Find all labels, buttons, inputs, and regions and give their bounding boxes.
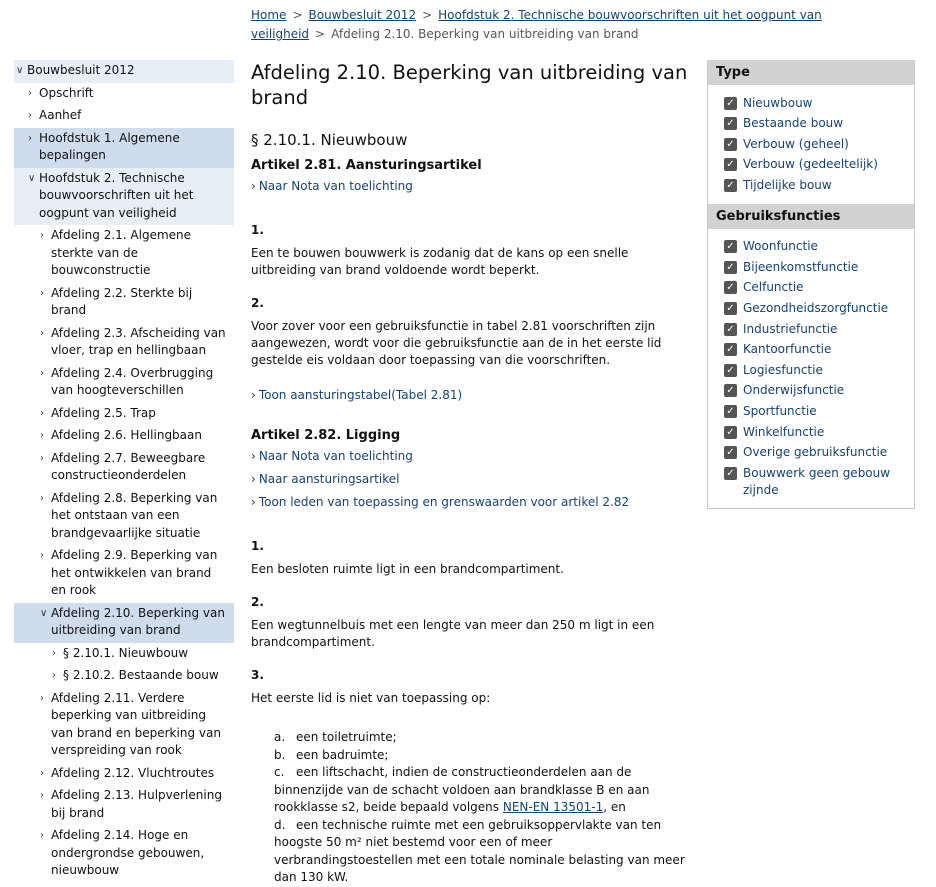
- filter-option-label: Woonfunctie: [743, 239, 818, 254]
- chevron-right-icon: ›: [52, 647, 56, 659]
- sidebar-item-label: Afdeling 2.9. Beperking van het ontwikkelen van brand en rook: [51, 548, 218, 597]
- article-281-nota-link[interactable]: [251, 175, 691, 198]
- sidebar-item[interactable]: [14, 283, 234, 323]
- checkbox-checked-icon[interactable]: ✓: [724, 364, 737, 377]
- main-content: [251, 60, 691, 887]
- filter-option-label: Sportfunctie: [743, 403, 817, 418]
- sidebar-item[interactable]: [14, 603, 234, 643]
- chevron-right-icon: ›: [40, 367, 44, 379]
- list-text: een liftschacht, indien de constructieonderdelen aan de binnenzijde van de schacht voldoen aan brandklasse B en aan rookklasse s2, beide bepaald volgens: [274, 765, 650, 814]
- filter-option-label: Bestaande bouw: [743, 116, 844, 131]
- breadcrumb-separator: >: [292, 8, 303, 22]
- breadcrumb: [251, 6, 911, 44]
- chevron-down-icon: ∨: [16, 65, 24, 76]
- checkbox-checked-icon[interactable]: ✓: [724, 405, 737, 418]
- chevron-right-icon: ›: [40, 287, 44, 299]
- sidebar-item[interactable]: [14, 168, 234, 226]
- list-letter: c.: [274, 765, 285, 779]
- sidebar-item-label: Afdeling 2.13. Hulpverlening bij brand: [51, 788, 222, 820]
- list-item: [274, 817, 691, 887]
- list-item: [274, 729, 691, 747]
- lid-number: 1.: [251, 539, 264, 553]
- sidebar-item-label: Afdeling 2.3. Afscheiding van vloer, trap en hellingbaan: [51, 325, 226, 357]
- link-text: Naar Nota van toelichting: [258, 449, 413, 463]
- filter-gebruik-heading: Gebruiksfuncties: [708, 204, 914, 229]
- checkbox-checked-icon[interactable]: ✓: [724, 138, 737, 151]
- lid-text: Een wegtunnelbuis met een lengte van meer dan 250 m ligt in een brandcompartiment.: [251, 618, 655, 649]
- chevron-right-icon: ›: [40, 430, 44, 441]
- filter-option-label: Onderwijsfunctie: [743, 383, 845, 398]
- checkbox-checked-icon[interactable]: ✓: [724, 281, 737, 294]
- filter-option[interactable]: [720, 156, 906, 173]
- filter-option-label: Bijeenkomstfunctie: [743, 259, 859, 274]
- lid-number: 2.: [251, 296, 264, 310]
- filter-option-label: Winkelfunctie: [743, 424, 825, 439]
- sidebar-item[interactable]: [14, 128, 234, 168]
- filter-option[interactable]: [720, 362, 906, 379]
- filter-option[interactable]: [720, 424, 906, 441]
- sidebar-item[interactable]: [14, 643, 234, 666]
- sidebar-item[interactable]: [14, 225, 234, 283]
- filter-option[interactable]: [720, 382, 906, 399]
- filter-option-label: Logiesfunctie: [743, 362, 823, 377]
- filter-option[interactable]: [720, 300, 906, 317]
- list-letter: a.: [274, 730, 286, 744]
- list-item: [251, 764, 691, 817]
- chevron-right-icon: ›: [251, 472, 256, 486]
- checkbox-checked-icon[interactable]: ✓: [724, 446, 737, 459]
- sidebar-item-label: Hoofdstuk 2. Technische bouwvoorschriften uit het oogpunt van veiligheid: [39, 170, 194, 220]
- link-text: Naar Nota van toelichting: [258, 179, 413, 193]
- chevron-right-icon: ›: [40, 767, 44, 779]
- article-282-leden-link[interactable]: [251, 491, 691, 514]
- lid-text: Voor zover voor een gebruiksfunctie in tabel 2.81 voorschriften zijn aangewezen, wordt voor die gebruiksfunctie aan de in het eerste lid gestelde eis voldaan door toepassing van die voorschriften.: [251, 319, 662, 367]
- chevron-right-icon: ›: [40, 692, 44, 704]
- chevron-down-icon: ∨: [40, 607, 48, 619]
- link-text: Toon leden van toepassing en grenswaarden voor artikel 2.82: [258, 495, 630, 509]
- chevron-right-icon: ›: [251, 388, 256, 402]
- article-282-title: Artikel 2.82. Ligging: [251, 428, 401, 443]
- checkbox-checked-icon[interactable]: ✓: [724, 261, 737, 274]
- sidebar-nav: [14, 60, 234, 883]
- sidebar-item[interactable]: [14, 448, 234, 488]
- breadcrumb-separator: >: [315, 27, 326, 41]
- list-letter: d.: [274, 817, 286, 832]
- article-282-nota-link[interactable]: [251, 445, 691, 468]
- sidebar-item-label: Afdeling 2.4. Overbrugging van hoogteverschillen: [51, 365, 214, 397]
- checkbox-checked-icon[interactable]: ✓: [724, 343, 737, 356]
- breadcrumb-hoofdstuk-link[interactable]: Hoofdstuk 2. Technische bouwvoorschriften uit het oogpunt van veiligheid: [251, 8, 822, 41]
- sidebar-item[interactable]: [14, 363, 234, 403]
- exception-list: [251, 729, 691, 887]
- list-text: een toiletruimte;: [296, 730, 397, 744]
- sidebar-item-label: § 2.10.2. Bestaande bouw: [63, 668, 219, 682]
- breadcrumb-bouwbesluit-link[interactable]: Bouwbesluit 2012: [308, 8, 417, 22]
- sidebar-item-label: Afdeling 2.5. Trap: [51, 405, 156, 420]
- lid-number: 2.: [251, 595, 264, 609]
- checkbox-checked-icon[interactable]: ✓: [724, 302, 737, 315]
- sidebar-item[interactable]: [14, 488, 234, 546]
- chevron-right-icon: ›: [28, 87, 32, 99]
- checkbox-checked-icon[interactable]: ✓: [724, 117, 737, 130]
- chevron-right-icon: ›: [251, 495, 256, 509]
- page-title: Afdeling 2.10. Beperking van uitbreiding van brand: [251, 61, 688, 109]
- filter-option-label: Nieuwbouw: [743, 95, 813, 110]
- sidebar-item[interactable]: [14, 785, 234, 825]
- filter-option-label: Overige gebruiksfunctie: [743, 445, 888, 460]
- sidebar-item[interactable]: [14, 825, 234, 883]
- lid-number: 1.: [251, 223, 264, 237]
- article-281-title: Artikel 2.81. Aansturingsartikel: [251, 158, 482, 173]
- sidebar-item-label: Opschrift: [39, 85, 94, 100]
- sidebar-item[interactable]: [14, 763, 234, 786]
- sidebar-item-label: Aanhef: [39, 108, 82, 122]
- chevron-right-icon: ›: [40, 830, 44, 841]
- checkbox-checked-icon[interactable]: ✓: [724, 384, 737, 397]
- filter-option-label: Gezondheidszorgfunctie: [743, 300, 889, 315]
- list-item: [274, 747, 691, 765]
- chevron-right-icon: ›: [40, 492, 44, 504]
- sidebar-item[interactable]: [14, 323, 234, 363]
- filter-option[interactable]: [720, 321, 906, 338]
- filter-option[interactable]: [720, 177, 906, 194]
- filter-option[interactable]: [720, 115, 906, 132]
- sidebar-item[interactable]: [14, 545, 234, 603]
- chevron-down-icon: ∨: [28, 172, 36, 184]
- list-text: een technische ruimte met een gebruiksoppervlakte van ten hoogste 50 m² niet bestemd voor een of meer verbrandingstoestellen met een totale nominale belasting van meer dan 130 kW.: [274, 817, 685, 884]
- sidebar-item[interactable]: [14, 688, 234, 763]
- chevron-right-icon: ›: [52, 670, 56, 681]
- filter-type-heading: Type: [708, 60, 914, 85]
- section-title: § 2.10.1. Nieuwbouw: [251, 131, 408, 149]
- breadcrumb-separator: >: [422, 8, 433, 22]
- filter-option-label: Tijdelijke bouw: [743, 177, 832, 192]
- sidebar-item[interactable]: [14, 403, 234, 426]
- chevron-right-icon: ›: [40, 230, 44, 241]
- lid-text: Een te bouwen bouwwerk is zodanig dat de kans op een snelle uitbreiding van brand voldoende wordt beperkt.: [251, 246, 629, 277]
- sidebar-item-label: Afdeling 2.7. Beweegbare constructieonderdelen: [51, 450, 206, 482]
- filter-option[interactable]: [720, 403, 906, 420]
- sidebar-item-label: Afdeling 2.10. Beperking van uitbreiding van brand: [51, 605, 225, 637]
- filter-type-list: [708, 85, 914, 204]
- chevron-right-icon: ›: [28, 132, 32, 144]
- sidebar-item-label: Afdeling 2.11. Verdere beperking van uitbreiding van brand en beperking van verspreiding van rook: [51, 690, 221, 757]
- filter-option[interactable]: [720, 136, 906, 153]
- link-text: Naar aansturingsartikel: [258, 472, 400, 486]
- sidebar-item[interactable]: [14, 105, 234, 128]
- filter-option-label: Bouwwerk geen gebouw zijnde: [743, 465, 891, 497]
- sidebar-item[interactable]: [14, 60, 234, 83]
- sidebar-item-label: Afdeling 2.6. Hellingbaan: [51, 428, 202, 442]
- checkbox-checked-icon[interactable]: ✓: [724, 240, 737, 253]
- checkbox-checked-icon[interactable]: ✓: [724, 179, 737, 192]
- chevron-right-icon: ›: [251, 449, 256, 463]
- chevron-right-icon: ›: [40, 790, 44, 801]
- list-text: , en: [603, 800, 626, 814]
- filter-option[interactable]: [720, 279, 906, 296]
- filter-option-label: Celfunctie: [743, 280, 804, 295]
- article-281-tabel-link[interactable]: [251, 384, 691, 407]
- sidebar-item-label: § 2.10.1. Nieuwbouw: [63, 645, 189, 660]
- checkbox-checked-icon[interactable]: ✓: [724, 323, 737, 336]
- checkbox-checked-icon[interactable]: ✓: [724, 426, 737, 439]
- filter-option[interactable]: [720, 465, 906, 499]
- nen-en-13501-link[interactable]: NEN-EN 13501-1: [502, 800, 604, 814]
- sidebar-item-label: Afdeling 2.1. Algemene sterkte van de bouwconstructie: [51, 228, 192, 277]
- list-letter: b.: [274, 747, 286, 762]
- filter-option-label: Industriefunctie: [743, 321, 838, 336]
- link-text: Toon aansturingstabel(Tabel 2.81): [258, 388, 463, 402]
- sidebar-item-label: Bouwbesluit 2012: [27, 63, 135, 77]
- filter-option[interactable]: [720, 238, 906, 255]
- checkbox-checked-icon[interactable]: ✓: [724, 467, 737, 480]
- sidebar-item-label: Afdeling 2.14. Hoge en ondergrondse gebouwen, nieuwbouw: [51, 828, 205, 877]
- filter-option[interactable]: [720, 341, 906, 358]
- chevron-right-icon: ›: [40, 407, 44, 419]
- list-text: een badruimte;: [296, 747, 389, 762]
- sidebar-item-label: Hoofdstuk 1. Algemene bepalingen: [39, 130, 180, 162]
- chevron-right-icon: ›: [40, 327, 44, 339]
- chevron-right-icon: ›: [251, 179, 256, 193]
- sidebar-item[interactable]: [14, 425, 234, 448]
- sidebar-item-label: Afdeling 2.12. Vluchtroutes: [51, 765, 215, 780]
- lid-text: Een besloten ruimte ligt in een brandcompartiment.: [251, 562, 564, 576]
- filter-gebruik-list: [708, 229, 914, 509]
- lid-number: 3.: [251, 668, 264, 682]
- filter-option-label: Kantoorfunctie: [743, 342, 832, 357]
- filter-panel: [707, 60, 915, 509]
- article-282-aansturing-link[interactable]: [251, 468, 691, 491]
- sidebar-item-label: Afdeling 2.8. Beperking van het ontstaan van een brandgevaarlijke situatie: [51, 490, 218, 540]
- filter-option[interactable]: [720, 95, 906, 112]
- chevron-right-icon: ›: [40, 550, 44, 561]
- filter-option[interactable]: [720, 444, 906, 461]
- checkbox-checked-icon[interactable]: ✓: [724, 97, 737, 110]
- lid-text: Het eerste lid is niet van toepassing op:: [251, 691, 491, 705]
- breadcrumb-home-link[interactable]: Home: [251, 8, 287, 22]
- filter-option-label: Verbouw (gedeeltelijk): [743, 157, 878, 172]
- breadcrumb-current: Afdeling 2.10. Beperking van uitbreiding van brand: [331, 27, 639, 41]
- filter-option[interactable]: [720, 259, 906, 276]
- sidebar-item[interactable]: [14, 665, 234, 688]
- sidebar-item[interactable]: [14, 83, 234, 106]
- chevron-right-icon: ›: [28, 110, 32, 121]
- filter-option-label: Verbouw (geheel): [743, 136, 849, 151]
- chevron-right-icon: ›: [40, 452, 44, 464]
- checkbox-checked-icon[interactable]: ✓: [724, 158, 737, 171]
- sidebar-item-label: Afdeling 2.2. Sterkte bij brand: [51, 285, 193, 317]
